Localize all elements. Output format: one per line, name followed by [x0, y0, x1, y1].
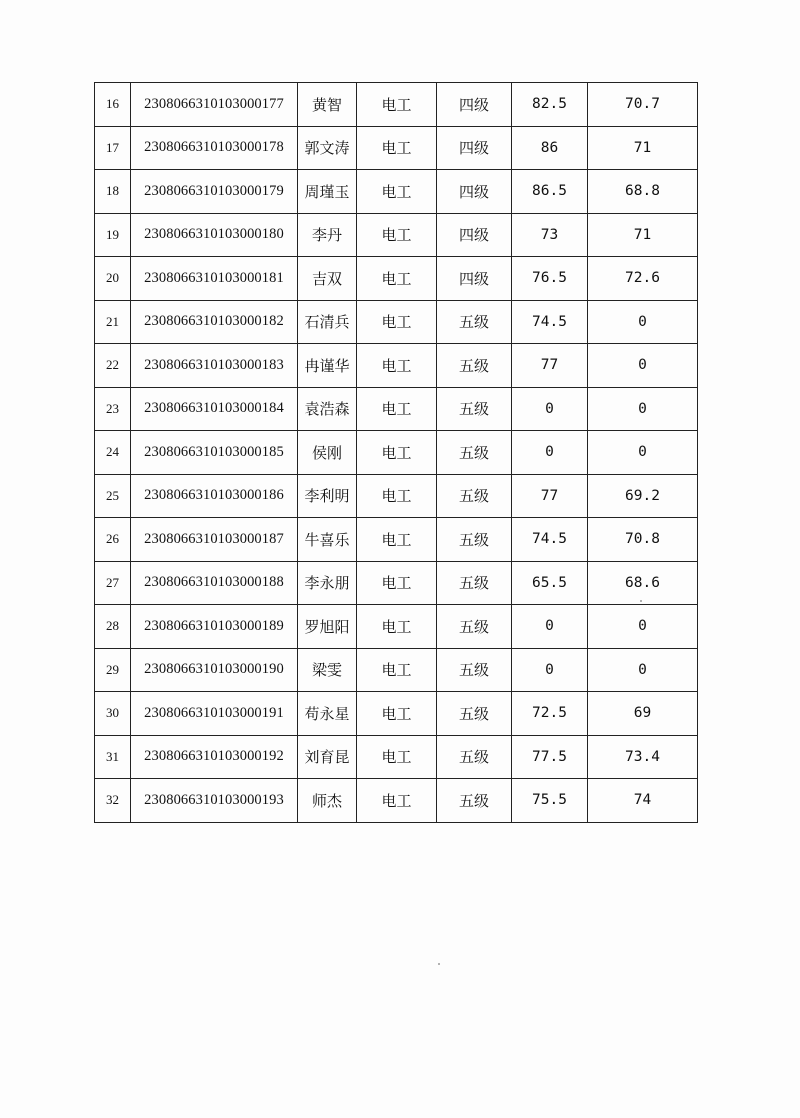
row-score2-cell: 0 [588, 431, 698, 475]
row-job-cell: 电工 [357, 605, 437, 649]
row-job-cell: 电工 [357, 431, 437, 475]
row-id-cell: 2308066310103000183 [131, 344, 298, 388]
row-name-cell: 李利明 [298, 474, 357, 518]
row-level-cell: 五级 [437, 474, 512, 518]
row-score2-cell: 0 [588, 648, 698, 692]
row-score1-cell: 0 [512, 387, 588, 431]
row-seq-cell: 25 [95, 474, 131, 518]
row-score1-cell: 0 [512, 605, 588, 649]
row-score1-cell: 86 [512, 126, 588, 170]
row-id-cell: 2308066310103000179 [131, 170, 298, 214]
row-score2-cell: 0 [588, 387, 698, 431]
row-seq-cell: 32 [95, 779, 131, 823]
row-level-cell: 五级 [437, 561, 512, 605]
row-level-cell: 四级 [437, 126, 512, 170]
row-level-cell: 四级 [437, 170, 512, 214]
row-score2-cell: 68.6 [588, 561, 698, 605]
row-seq-cell: 23 [95, 387, 131, 431]
row-seq-cell: 27 [95, 561, 131, 605]
table-row [95, 518, 698, 562]
row-id-cell: 2308066310103000189 [131, 605, 298, 649]
row-id-cell: 2308066310103000177 [131, 83, 298, 127]
table-row [95, 431, 698, 475]
table-body [95, 83, 698, 823]
row-job-cell: 电工 [357, 692, 437, 736]
row-seq-cell: 20 [95, 257, 131, 301]
row-level-cell: 五级 [437, 344, 512, 388]
row-name-cell: 冉谨华 [298, 344, 357, 388]
row-job-cell: 电工 [357, 387, 437, 431]
row-seq-cell: 29 [95, 648, 131, 692]
row-job-cell: 电工 [357, 126, 437, 170]
row-job-cell: 电工 [357, 213, 437, 257]
row-score2-cell: 73.4 [588, 735, 698, 779]
row-name-cell: 石清兵 [298, 300, 357, 344]
row-seq-cell: 26 [95, 518, 131, 562]
row-id-cell: 2308066310103000186 [131, 474, 298, 518]
row-job-cell: 电工 [357, 344, 437, 388]
table-row [95, 474, 698, 518]
row-level-cell: 五级 [437, 692, 512, 736]
row-score1-cell: 76.5 [512, 257, 588, 301]
row-job-cell: 电工 [357, 735, 437, 779]
row-seq-cell: 17 [95, 126, 131, 170]
row-score1-cell: 86.5 [512, 170, 588, 214]
row-seq-cell: 30 [95, 692, 131, 736]
row-level-cell: 五级 [437, 648, 512, 692]
row-level-cell: 四级 [437, 257, 512, 301]
row-score2-cell: 74 [588, 779, 698, 823]
scan-speck [640, 600, 642, 602]
row-seq-cell: 28 [95, 605, 131, 649]
row-job-cell: 电工 [357, 518, 437, 562]
table-row [95, 213, 698, 257]
row-score2-cell: 71 [588, 213, 698, 257]
row-id-cell: 2308066310103000181 [131, 257, 298, 301]
row-score1-cell: 77.5 [512, 735, 588, 779]
row-seq-cell: 19 [95, 213, 131, 257]
row-id-cell: 2308066310103000184 [131, 387, 298, 431]
row-seq-cell: 22 [95, 344, 131, 388]
row-level-cell: 五级 [437, 387, 512, 431]
row-name-cell: 吉双 [298, 257, 357, 301]
row-level-cell: 五级 [437, 735, 512, 779]
table-row [95, 779, 698, 823]
table-row [95, 387, 698, 431]
row-id-cell: 2308066310103000185 [131, 431, 298, 475]
row-name-cell: 周瑾玉 [298, 170, 357, 214]
row-name-cell: 梁雯 [298, 648, 357, 692]
row-score1-cell: 72.5 [512, 692, 588, 736]
row-score1-cell: 77 [512, 474, 588, 518]
row-score2-cell: 0 [588, 605, 698, 649]
row-score1-cell: 0 [512, 648, 588, 692]
row-job-cell: 电工 [357, 474, 437, 518]
row-id-cell: 2308066310103000191 [131, 692, 298, 736]
row-id-cell: 2308066310103000188 [131, 561, 298, 605]
row-name-cell: 罗旭阳 [298, 605, 357, 649]
table-row [95, 344, 698, 388]
row-score1-cell: 75.5 [512, 779, 588, 823]
row-level-cell: 五级 [437, 605, 512, 649]
row-name-cell: 侯刚 [298, 431, 357, 475]
row-id-cell: 2308066310103000187 [131, 518, 298, 562]
row-name-cell: 李丹 [298, 213, 357, 257]
row-seq-cell: 21 [95, 300, 131, 344]
row-name-cell: 刘育昆 [298, 735, 357, 779]
table-row [95, 648, 698, 692]
row-score2-cell: 0 [588, 300, 698, 344]
row-score1-cell: 65.5 [512, 561, 588, 605]
row-seq-cell: 31 [95, 735, 131, 779]
row-seq-cell: 18 [95, 170, 131, 214]
row-level-cell: 五级 [437, 518, 512, 562]
row-level-cell: 五级 [437, 431, 512, 475]
row-score1-cell: 82.5 [512, 83, 588, 127]
row-name-cell: 郭文涛 [298, 126, 357, 170]
row-job-cell: 电工 [357, 648, 437, 692]
row-job-cell: 电工 [357, 257, 437, 301]
row-score2-cell: 70.8 [588, 518, 698, 562]
row-name-cell: 李永朋 [298, 561, 357, 605]
row-score1-cell: 0 [512, 431, 588, 475]
row-score2-cell: 0 [588, 344, 698, 388]
scan-speck [438, 963, 440, 965]
table-row [95, 300, 698, 344]
table-row [95, 692, 698, 736]
row-id-cell: 2308066310103000178 [131, 126, 298, 170]
row-job-cell: 电工 [357, 779, 437, 823]
row-id-cell: 2308066310103000192 [131, 735, 298, 779]
table-row [95, 126, 698, 170]
row-name-cell: 袁浩森 [298, 387, 357, 431]
row-seq-cell: 16 [95, 83, 131, 127]
row-id-cell: 2308066310103000190 [131, 648, 298, 692]
row-score2-cell: 72.6 [588, 257, 698, 301]
row-score2-cell: 69 [588, 692, 698, 736]
row-job-cell: 电工 [357, 170, 437, 214]
row-level-cell: 五级 [437, 300, 512, 344]
row-score1-cell: 74.5 [512, 300, 588, 344]
table-row [95, 257, 698, 301]
table-row [95, 561, 698, 605]
row-job-cell: 电工 [357, 83, 437, 127]
row-score1-cell: 77 [512, 344, 588, 388]
row-name-cell: 黄智 [298, 83, 357, 127]
row-score2-cell: 68.8 [588, 170, 698, 214]
row-score2-cell: 71 [588, 126, 698, 170]
row-name-cell: 师杰 [298, 779, 357, 823]
table-row [95, 605, 698, 649]
row-level-cell: 四级 [437, 213, 512, 257]
row-name-cell: 苟永星 [298, 692, 357, 736]
row-name-cell: 牛喜乐 [298, 518, 357, 562]
score-table [94, 82, 698, 823]
row-level-cell: 五级 [437, 779, 512, 823]
row-id-cell: 2308066310103000180 [131, 213, 298, 257]
row-job-cell: 电工 [357, 300, 437, 344]
table-row [95, 83, 698, 127]
row-score1-cell: 74.5 [512, 518, 588, 562]
row-level-cell: 四级 [437, 83, 512, 127]
row-seq-cell: 24 [95, 431, 131, 475]
table-row [95, 735, 698, 779]
row-id-cell: 2308066310103000193 [131, 779, 298, 823]
row-job-cell: 电工 [357, 561, 437, 605]
row-score1-cell: 73 [512, 213, 588, 257]
row-score2-cell: 69.2 [588, 474, 698, 518]
row-score2-cell: 70.7 [588, 83, 698, 127]
table-row [95, 170, 698, 214]
row-id-cell: 2308066310103000182 [131, 300, 298, 344]
